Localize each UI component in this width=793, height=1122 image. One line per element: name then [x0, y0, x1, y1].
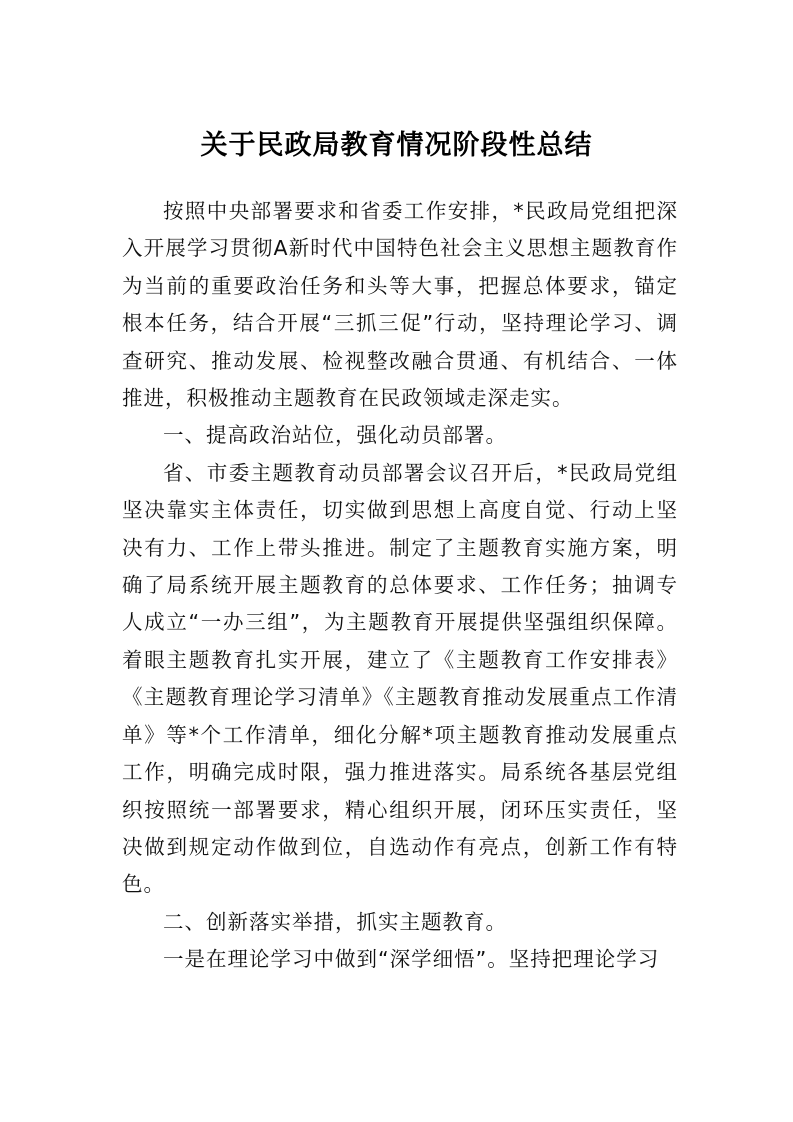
paragraph-section-1: 省、市委主题教育动员部署会议召开后，*民政局党组坚决靠实主体责任，切实做到思想上高度自觉、行动上坚决有力、工作上带头推进。制定了主题教育实施方案，明确了局系统开展主题教育的总体要求、工作任务；抽调专人成立“一办三组”，为主题教育开展提供坚强组织保障。着眼主题教育扎实开展，建立了《主题教育工作安排表》《主题教育理论学习清单》《主题教育推动发展重点工作清单》等*个工作清单，细化分解*项主题教育推动发展重点工作，明确完成时限，强力推进落实。局系统各基层党组织按照统一部署要求，精心组织开展，闭环压实责任，坚决做到规定动作做到位，自选动作有亮点，创新工作有特色。: [122, 460, 678, 897]
paragraph-section-2-start: 一是在理论学习中做到“深学细悟”。坚持把理论学习: [163, 947, 660, 972]
section-heading-2: 二、创新落实举措，抓实主题教育。: [163, 909, 507, 934]
paragraph-intro: 按照中央部署要求和省委工作安排，*民政局党组把深入开展学习贯彻A新时代中国特色社会主义思想主题教育作为当前的重要政治任务和头等大事，把握总体要求，锚定根本任务，结合开展“三抓三促”行动，坚持理论学习、调查研究、推动发展、检视整改融合贯通、有机结合、一体推进，积极推动主题教育在民政领域走深走实。: [122, 199, 678, 411]
document-title: 关于民政局教育情况阶段性总结: [200, 130, 593, 161]
document-body: [122, 193, 678, 979]
section-heading-1: 一、提高政治站位，强化动员部署。: [163, 423, 507, 448]
